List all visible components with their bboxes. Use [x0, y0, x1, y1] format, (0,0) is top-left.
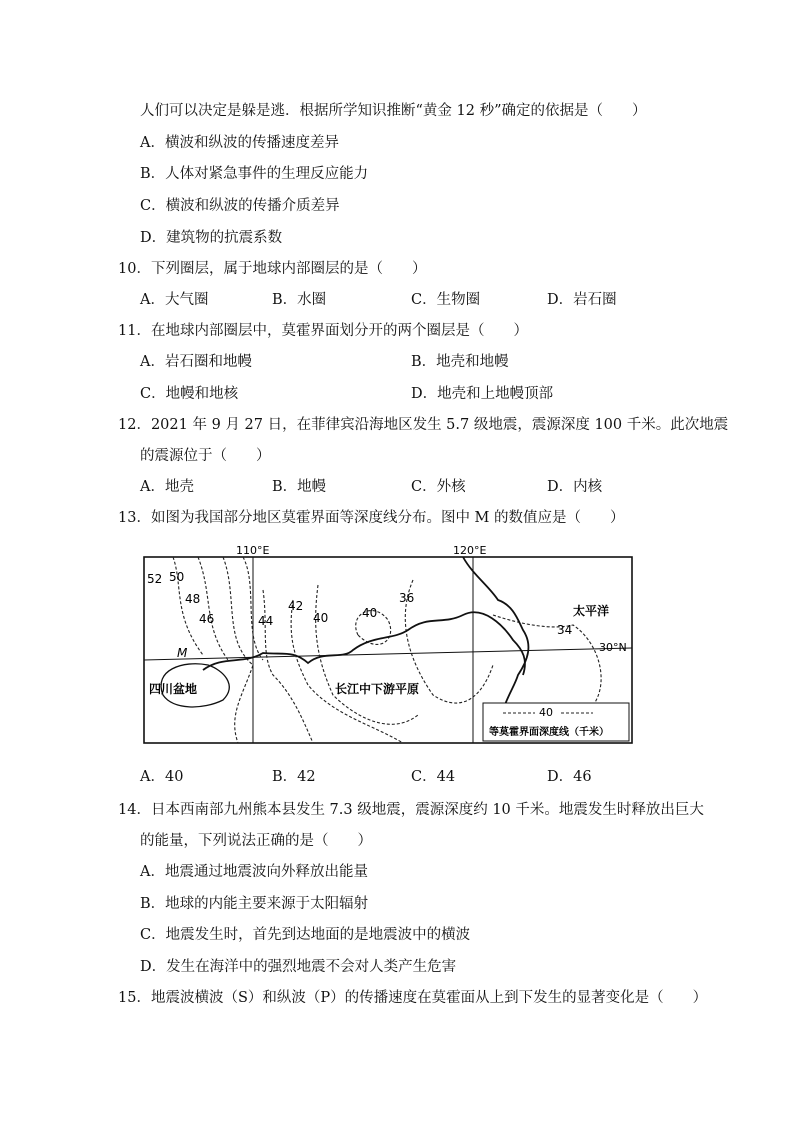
- parallel-30n: [144, 648, 632, 660]
- q11-option-c: C．地幔和地核: [140, 386, 239, 402]
- q13-option-d: D．46: [547, 769, 592, 785]
- label-yangtze-plain: 长江中下游平原: [335, 682, 420, 696]
- q10-option-a: A．大气圈: [140, 292, 209, 308]
- q12-stem-line2: 的震源位于（ ）: [140, 448, 271, 464]
- contour-label-42: 42: [288, 599, 304, 613]
- contour-label-40-west: 40: [313, 611, 329, 625]
- contour-50: [198, 557, 228, 660]
- q11-option-d: D．地壳和上地幔顶部: [411, 386, 554, 402]
- q11-stem: 11．在地球内部圈层中，莫霍界面划分开的两个圈层是（ ）: [118, 323, 528, 339]
- label-30n: 30°N: [599, 641, 627, 654]
- contour-label-46: 46: [199, 612, 215, 626]
- contour-label-34: 34: [557, 623, 573, 637]
- q14-option-b: B．地球的内能主要来源于太阳辐射: [140, 896, 369, 912]
- q10-option-b: B．水圈: [272, 292, 327, 308]
- q9-option-a: A．横波和纵波的传播速度差异: [140, 135, 339, 151]
- q10-stem: 10．下列圈层，属于地球内部圈层的是（ ）: [118, 261, 427, 277]
- q13-option-c: C．44: [411, 769, 456, 785]
- q13-option-b: B．42: [272, 769, 316, 785]
- label-120e: 120°E: [453, 545, 487, 557]
- label-sichuan-basin: 四川盆地: [149, 682, 198, 696]
- q12-stem-line1: 12．2021 年 9 月 27 日，在菲律宾沿海地区发生 5.7 级地震，震源深度 100 千米。此次地震: [118, 417, 729, 433]
- q14-option-a: A．地震通过地震波向外释放出能量: [140, 864, 368, 880]
- contour-label-44: 44: [258, 614, 274, 628]
- q13-stem: 13．如图为我国部分地区莫霍界面等深度线分布。图中 M 的数值应是（ ）: [118, 510, 625, 526]
- q9-option-c: C．横波和纵波的传播介质差异: [140, 198, 340, 214]
- q10-option-c: C．生物圈: [411, 292, 481, 308]
- contour-label-52: 52: [147, 572, 163, 586]
- q11-option-b: B．地壳和地幔: [411, 354, 509, 370]
- q10-option-d: D．岩石圈: [547, 292, 617, 308]
- contour-42: [291, 600, 403, 743]
- q12-option-a: A．地壳: [140, 479, 194, 495]
- label-110e: 110°E: [236, 545, 270, 557]
- q9-stem: 人们可以决定是躲是逃．根据所学知识推断“黄金 12 秒”确定的依据是（ ）: [140, 103, 647, 119]
- label-m: M: [177, 646, 188, 660]
- legend-text: 等莫霍界面深度线（千米）: [489, 727, 609, 738]
- q13-option-a: A．40: [140, 769, 184, 785]
- q15-stem: 15．地震波横波（S）和纵波（P）的传播速度在莫霍面从上到下发生的显著变化是（ ）: [118, 990, 708, 1006]
- legend-value: 40: [539, 706, 553, 719]
- contour-label-50: 50: [169, 570, 185, 584]
- q14-option-d: D．发生在海洋中的强烈地震不会对人类产生危害: [140, 959, 457, 975]
- q12-option-b: B．地幔: [272, 479, 327, 495]
- contour-label-48: 48: [185, 592, 201, 606]
- contour-34: [493, 615, 601, 715]
- label-pacific: 太平洋: [573, 604, 610, 618]
- contour-label-40-loop: 40: [362, 606, 378, 620]
- q9-option-d: D．建筑物的抗震系数: [140, 230, 283, 246]
- q14-stem-line2: 的能量，下列说法正确的是（ ）: [140, 833, 372, 849]
- q14-stem-line1: 14．日本西南部九州熊本县发生 7.3 级地震，震源深度约 10 千米。地震发生时释放出巨大: [118, 802, 704, 818]
- q11-option-a: A．岩石圈和地幔: [140, 354, 252, 370]
- q12-option-d: D．内核: [547, 479, 603, 495]
- moho-depth-map: [143, 545, 633, 745]
- q9-option-b: B．人体对紧急事件的生理反应能力: [140, 166, 369, 182]
- q14-option-c: C．地震发生时，首先到达地面的是地震波中的横波: [140, 927, 471, 943]
- contour-label-36: 36: [399, 591, 415, 605]
- contour-48: [223, 557, 253, 743]
- q12-option-c: C．外核: [411, 479, 466, 495]
